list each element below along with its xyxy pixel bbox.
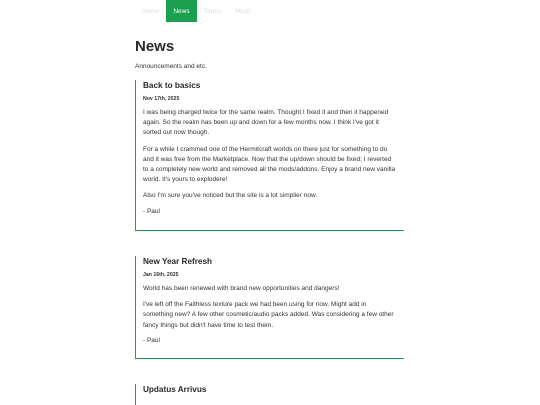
nav-item-home[interactable]: Home [142,7,160,15]
page-title: News [135,38,175,55]
post-date: Nov 17th, 2025 [143,96,180,102]
post-paragraph: I've left off the Faithless texture pack we had been using for now. Might add in something new? A few other cosmetic/audio packs added. Was considering a few other fancy things but didn't have time to test them. [143,301,394,329]
post-title: Updatus Arrivus [143,385,207,394]
post-paragraph: World has been renewed with brand new opportunities and dangers! [143,285,340,292]
post-paragraph: For a while I crammed one of the Hermitcraft worlds on there just for something to do and it was free from the Marketplace. Now that the up/down should be fixed; I reverted to a completely new world and removed all the mods/addons. Enjoy a brand new vanilla world. It's yours to explodere! [143,145,396,184]
news-post-back-to-basics [135,80,404,231]
post-date: Jan 16th, 2025 [143,272,179,278]
post-title: Back to basics [143,81,201,90]
post-title: New Year Refresh [143,257,213,266]
post-paragraph: I was being charged twice for the same realm. Thought I fixed it and then it happened again. So the realm has been up and down for a few months now. I think I've got it sorted out now though. [143,109,389,137]
nav-item-terms[interactable]: Terms [203,7,222,15]
top-nav [135,0,258,22]
nav-item-mods[interactable]: Mods [235,7,252,15]
post-paragraph: Also I'm sure you've noticed but the site is a lot simplier now. [143,192,318,200]
main-content [135,38,405,70]
post-signature: - Paul [143,336,160,344]
post-signature: - Paul [143,207,160,215]
page-subtitle: Announcements and etc. [135,63,207,70]
news-post-updatus-arrivus [135,384,404,405]
news-post-new-year-refresh [135,256,404,359]
nav-item-news[interactable]: News [166,0,196,22]
